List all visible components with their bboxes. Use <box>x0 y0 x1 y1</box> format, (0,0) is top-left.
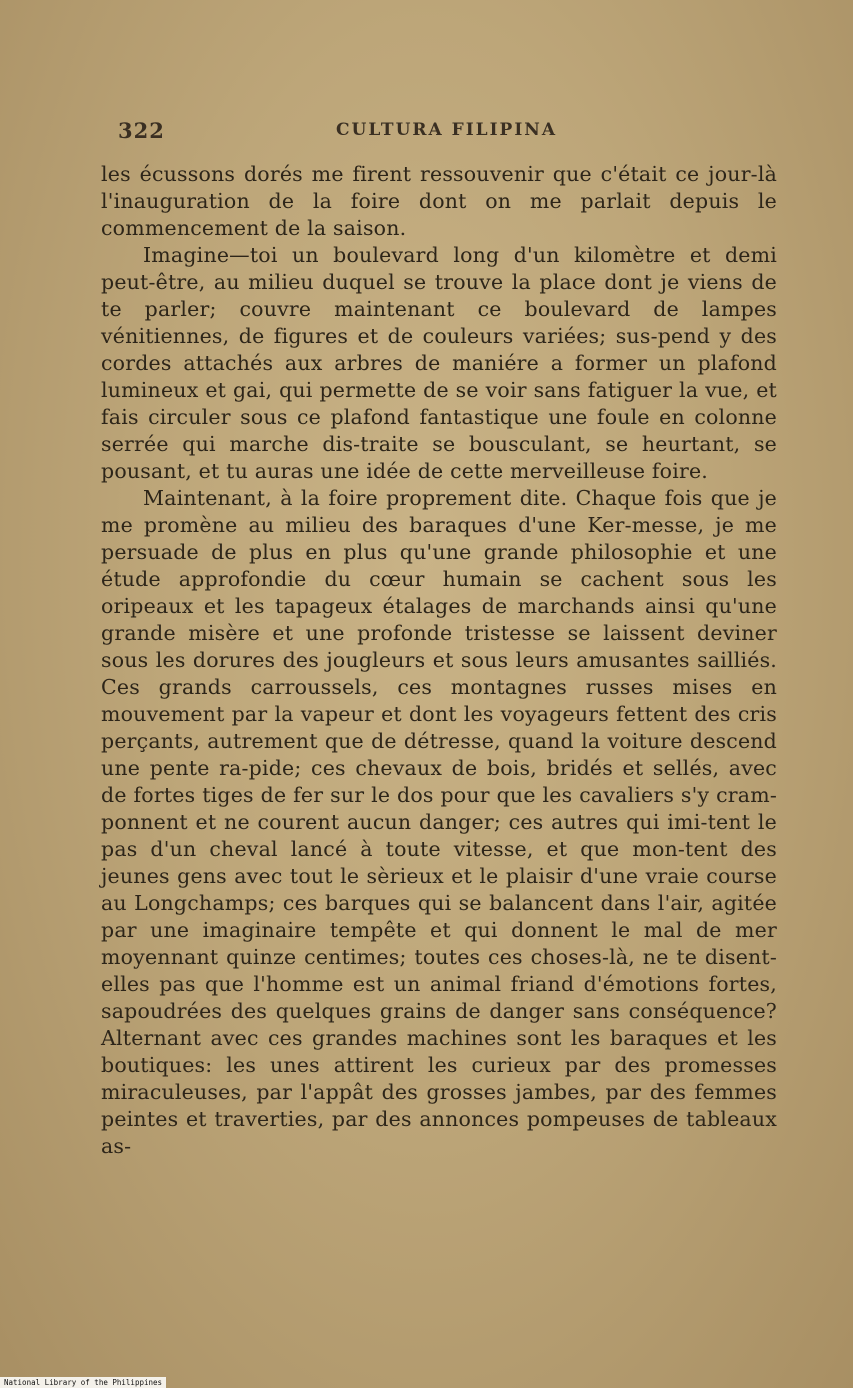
paragraph-continuation: les écussons dorés me firent ressouvenir que c'était ce jour-là l'inauguration de la foire dont on me parlait depuis le commencement de la saison. <box>101 162 777 240</box>
paragraph-foire: Maintenant, à la foire proprement dite. Chaque fois que je me promène au milieu des baraques d'une Ker-messe, je me persuade de plus en plus qu'une grande philosophie et une étude approfondie du cœur humain se cachent sous les oripeaux et les tapageux étalages de marchands ainsi qu'une grande misère et une profonde tristesse se laissent deviner sous les dorures des jougleurs et sous leurs amusantes sailliés. Ces grands carroussels, ces montagnes russes mises en mouvement par la vapeur et dont les voyageurs fettent des cris perçants, autrement que de détresse, quand la voiture descend une pente ra-pide; ces chevaux de bois, bridés et sellés, avec de fortes tiges de fer sur le dos pour que les cavaliers s'y cram-ponnent et ne courent aucun danger; ces autres qui imi-tent le pas d'un cheval lancé à toute vitesse, et que mon-tent des jeunes gens avec tout le sèrieux et le plaisir d'une vraie course au Longchamps; ces barques qui se balancent dans l'air, agitée par une imaginaire tempête et qui donnent le mal de mer moyennant quinze centimes; toutes ces choses-là, ne te disent-elles pas que l'homme est un animal friand d'émotions fortes, sapoudrées des quelques grains de danger sans conséquence? Alternant avec ces grandes machines sont les baraques et les boutiques: les unes attirent les curieux par des promesses miraculeuses, par l'appât des grosses jambes, par des femmes peintes et traverties, par des annonces pompeuses de tableaux as- <box>101 486 777 1158</box>
running-title: CULTURA FILIPINA <box>336 120 558 140</box>
paragraph-boulevard: Imagine—toi un boulevard long d'un kilomètre et demi peut-être, au milieu duquel se trouve la place dont je viens de te parler; couvre maintenant ce boulevard de lampes vénitiennes, de figures et de couleurs variées; sus-pend y des cordes attachés aux arbres de maniére a former un plafond lumineux et gai, qui permette de se voir sans fatiguer la vue, et fais circuler sous ce plafond fantastique une foule en colonne serrée qui marche dis-traite se bousculant, se heurtant, se pousant, et tu auras une idée de cette merveilleuse foire. <box>101 243 777 483</box>
page-header <box>118 118 638 148</box>
body-text <box>101 161 777 1160</box>
library-credit: National Library of the Philippines <box>0 1377 166 1388</box>
page-number: 322 <box>118 118 165 143</box>
